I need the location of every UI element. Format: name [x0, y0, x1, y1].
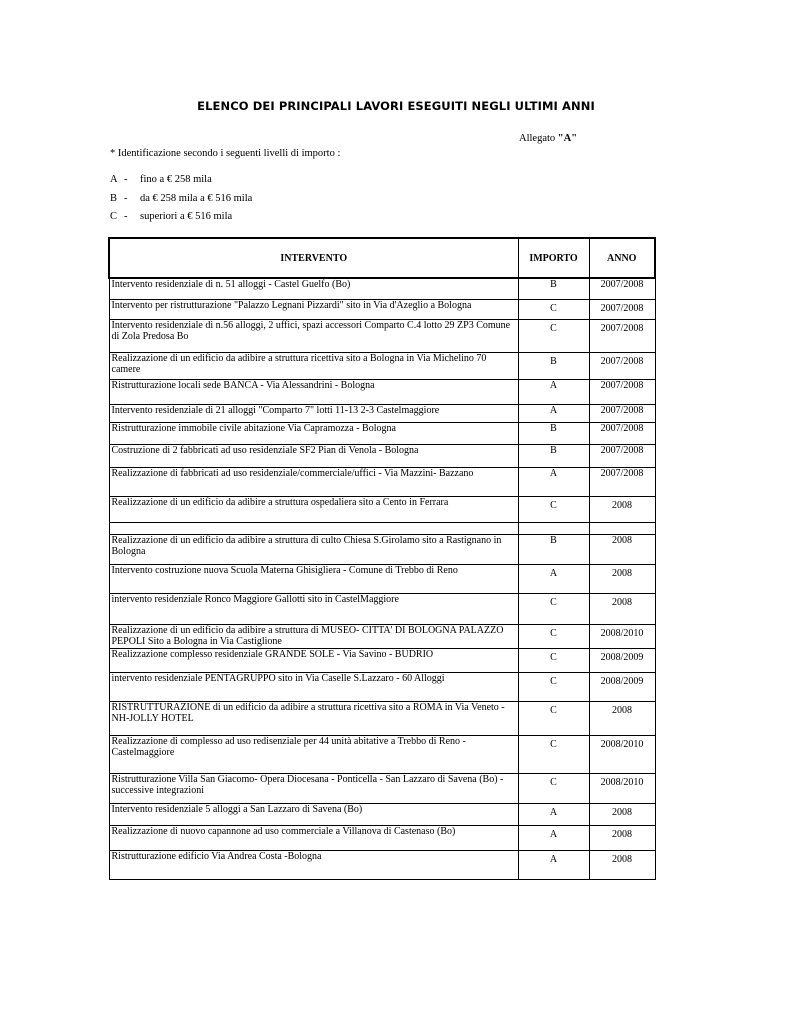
importo-cell: B	[518, 444, 589, 467]
intervento-cell: Realizzazione di complesso ad uso redisenziale per 44 unità abitative a Trebbo di Reno - Castelmaggiore	[109, 735, 518, 773]
anno-cell: 2008/2009	[589, 672, 655, 701]
level-text: superiori a € 516 mila	[140, 211, 233, 222]
intervento-cell: Ristrutturazione Villa San Giacomo- Opera Diocesana - Ponticella - San Lazzaro di Savena (Bo) -successive integrazioni	[109, 773, 518, 803]
importo-cell	[518, 522, 589, 534]
importo-cell: A	[518, 825, 589, 850]
anno-cell: 2008	[589, 701, 655, 735]
table-row	[109, 624, 655, 648]
table-row	[109, 352, 655, 379]
intervento-cell: Intervento residenziale di n. 51 alloggi - Castel Guelfo (Bo)	[109, 278, 518, 299]
table-row	[109, 467, 655, 496]
anno-cell: 2008	[589, 850, 655, 879]
table-row	[109, 735, 655, 773]
intervento-cell: Realizzazione di un edificio da adibire a struttura ricettiva sito a Bologna in Via Michelino 70 camere	[109, 352, 518, 379]
allegato-value: "A"	[557, 133, 578, 144]
level-text: fino a € 258 mila	[140, 174, 212, 185]
table-row	[109, 803, 655, 825]
intervento-cell: Costruzione di 2 fabbricati ad uso residenziale SF2 Pian di Venola - Bologna	[109, 444, 518, 467]
importo-cell: A	[518, 564, 589, 593]
level-dash: -	[124, 211, 128, 222]
importo-cell: C	[518, 773, 589, 803]
table-row	[109, 672, 655, 701]
anno-cell: 2008	[589, 564, 655, 593]
anno-cell: 2007/2008	[589, 352, 655, 379]
anno-cell: 2008/2010	[589, 624, 655, 648]
anno-cell: 2008	[589, 825, 655, 850]
importo-cell: C	[518, 648, 589, 672]
intervento-cell: Realizzazione complesso residenziale GRANDE SOLE - Via Savino - BUDRIO	[109, 648, 518, 672]
header-intervento: INTERVENTO	[109, 238, 518, 278]
anno-cell: 2008	[589, 593, 655, 624]
anno-cell: 2008	[589, 803, 655, 825]
anno-cell: 2007/2008	[589, 379, 655, 404]
table-row	[109, 773, 655, 803]
table-row	[109, 648, 655, 672]
intervento-cell: Realizzazione di fabbricati ad uso residenziale/commerciale/uffici - Via Mazzini- Bazzano	[109, 467, 518, 496]
intervento-cell: Intervento per ristrutturazione "Palazzo Legnani Pizzardi" sito in Via d'Azeglio a Bologna	[109, 299, 518, 319]
importo-cell: A	[518, 404, 589, 422]
importo-cell: B	[518, 422, 589, 444]
importo-cell: C	[518, 299, 589, 319]
intervento-cell: intervento residenziale Ronco Maggiore Gallotti sito in CastelMaggiore	[109, 593, 518, 624]
level-b	[110, 193, 252, 204]
allegato-label	[519, 133, 577, 144]
anno-cell: 2008	[589, 534, 655, 564]
intervento-cell: Realizzazione di nuovo capannone ad uso commerciale a Villanova di Castenaso (Bo)	[109, 825, 518, 850]
table-row	[109, 522, 655, 534]
intervento-cell: Intervento residenziale 5 alloggi a San Lazzaro di Savena (Bo)	[109, 803, 518, 825]
intervento-cell: Intervento residenziale di n.56 alloggi, 2 uffici, spazi accessori Comparto C.4 lotto 29 ZP3 Comune di Zola Predosa Bo	[109, 319, 518, 352]
level-code: B	[110, 193, 118, 204]
anno-cell: 2007/2008	[589, 422, 655, 444]
importo-cell: B	[518, 352, 589, 379]
anno-cell: 2008/2010	[589, 735, 655, 773]
importo-cell: C	[518, 593, 589, 624]
anno-cell: 2007/2008	[589, 319, 655, 352]
intervento-cell: Realizzazione di un edificio da adibire a struttura di culto Chiesa S.Girolamo sito a Rastignano in Bologna	[109, 534, 518, 564]
anno-cell: 2007/2008	[589, 404, 655, 422]
table-row	[109, 825, 655, 850]
anno-cell: 2008	[589, 496, 655, 522]
table-row	[109, 299, 655, 319]
importo-cell: A	[518, 379, 589, 404]
document-title: ELENCO DEI PRINCIPALI LAVORI ESEGUITI NEGLI ULTIMI ANNI	[197, 99, 595, 113]
intervento-cell: Ristrutturazione edificio Via Andrea Costa -Bologna	[109, 850, 518, 879]
table-row	[109, 701, 655, 735]
works-table	[108, 237, 656, 880]
intervento-cell: RISTRUTTURAZIONE di un edificio da adibire a struttura ricettiva sito a ROMA in Via Veneto - NH-JOLLY HOTEL	[109, 701, 518, 735]
importo-cell: C	[518, 701, 589, 735]
header-importo: IMPORTO	[518, 238, 589, 278]
importo-cell: A	[518, 467, 589, 496]
importo-cell: C	[518, 496, 589, 522]
table-row	[109, 278, 655, 299]
table-row	[109, 593, 655, 624]
level-text: da € 258 mila a € 516 mila	[140, 193, 253, 204]
header-anno: ANNO	[589, 238, 655, 278]
table-row	[109, 496, 655, 522]
intervento-cell: intervento residenziale PENTAGRUPPO sito in Via Caselle S.Lazzaro - 60 Alloggi	[109, 672, 518, 701]
table-row	[109, 422, 655, 444]
anno-cell: 2007/2008	[589, 278, 655, 299]
level-c	[110, 211, 232, 222]
importo-cell: C	[518, 319, 589, 352]
table-row	[109, 444, 655, 467]
table-row	[109, 319, 655, 352]
importo-cell: C	[518, 672, 589, 701]
intervento-cell: Intervento residenziale di 21 alloggi "Comparto 7" lotti 11-13 2-3 Castelmaggiore	[109, 404, 518, 422]
anno-cell	[589, 522, 655, 534]
table-row	[109, 404, 655, 422]
importo-cell: B	[518, 278, 589, 299]
table-row	[109, 850, 655, 879]
table-header-row	[109, 238, 655, 278]
intervento-cell: Intervento costruzione nuova Scuola Materna Ghisigliera - Comune di Trebbo di Reno	[109, 564, 518, 593]
importo-cell: A	[518, 850, 589, 879]
level-dash: -	[124, 193, 128, 204]
importo-cell: B	[518, 534, 589, 564]
importo-cell: C	[518, 624, 589, 648]
level-code: C	[110, 211, 118, 222]
anno-cell: 2007/2008	[589, 467, 655, 496]
intervento-cell: Ristrutturazione immobile civile abitazione Via Capramozza - Bologna	[109, 422, 518, 444]
level-dash: -	[124, 174, 128, 185]
table-row	[109, 564, 655, 593]
allegato-text: Allegato	[519, 133, 556, 144]
importo-cell: A	[518, 803, 589, 825]
importo-note: * Identificazione secondo i seguenti livelli di importo :	[110, 148, 341, 159]
intervento-cell: Realizzazione di un edificio da adibire a struttura ospedaliera sito a Cento in Ferrara	[109, 496, 518, 522]
anno-cell: 2007/2008	[589, 299, 655, 319]
level-a	[110, 174, 212, 185]
table-row	[109, 379, 655, 404]
anno-cell: 2008/2009	[589, 648, 655, 672]
anno-cell: 2007/2008	[589, 444, 655, 467]
intervento-cell: Ristrutturazione locali sede BANCA - Via Alessandrini - Bologna	[109, 379, 518, 404]
level-code: A	[110, 174, 118, 185]
importo-cell: C	[518, 735, 589, 773]
anno-cell: 2008/2010	[589, 773, 655, 803]
intervento-cell	[109, 522, 518, 534]
table-row	[109, 534, 655, 564]
intervento-cell: Realizzazione di un edificio da adibire a struttura di MUSEO- CITTA' DI BOLOGNA PALAZZO PEPOLI Sito a Bologna in Via Castiglione	[109, 624, 518, 648]
